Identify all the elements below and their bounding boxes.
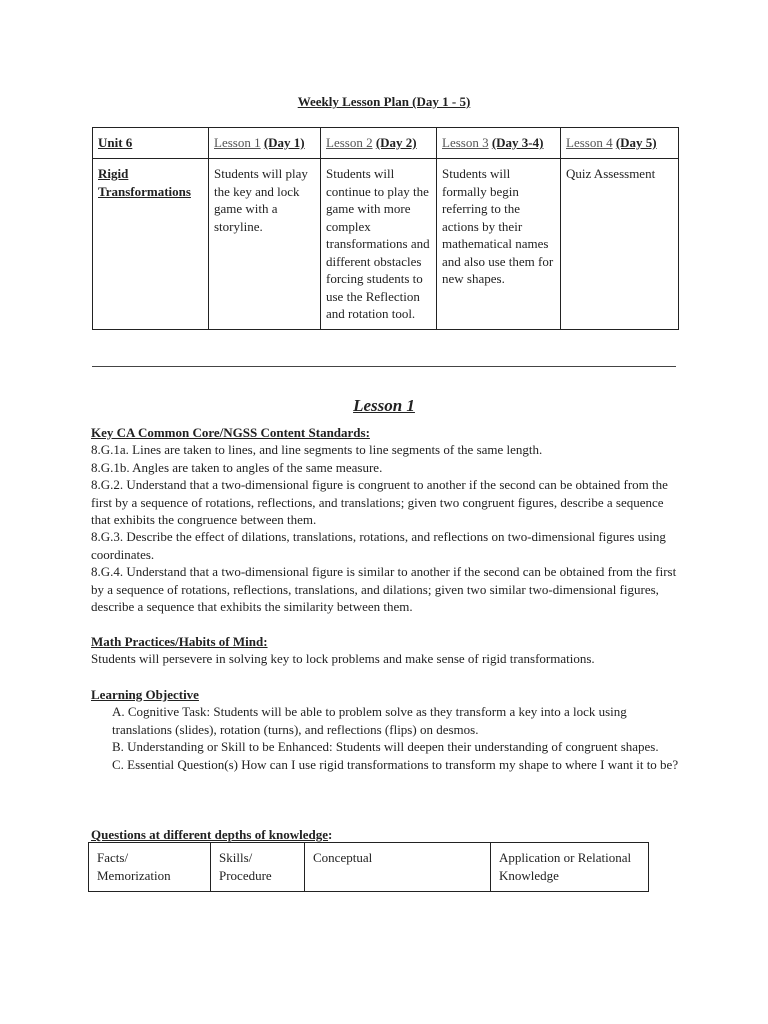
lesson-4-description: Quiz Assessment xyxy=(561,159,679,330)
lesson-2-description: Students will continue to play the game with more complex transformations and different obstacles forcing students to use the Reflection and rotation tool. xyxy=(321,159,437,330)
dok-skills-cell: Skills/ Procedure xyxy=(211,843,305,892)
dok-row xyxy=(89,843,649,892)
unit-name: Rigid Transformations xyxy=(93,159,209,330)
lesson-3-description: Students will formally begin referring to the actions by their mathematical names and also use them for new shapes. xyxy=(437,159,561,330)
standard-item: 8.G.4. Understand that a two-dimensional figure is similar to another if the second can be obtained from the first by a sequence of rotations, reflections, translations, and dilations; given two similar two-dimensional figures, describe a sequence that exhibits the similarity between them. xyxy=(91,564,677,615)
objective-heading: Learning Objective xyxy=(91,687,199,702)
objective-item: A. Cognitive Task: Students will be able to problem solve as they transform a key into a lock using translations (slides), rotation (turns), and reflections (flips) on desmos. xyxy=(112,704,627,737)
standard-item: 8.G.2. Understand that a two-dimensional figure is congruent to another if the second can be obtained from the first by a sequence of rotations, reflections, and translations; given two congruent figures, describe a sequence that exhibits the congruence between them. xyxy=(91,477,668,528)
lesson-heading: Lesson 1 xyxy=(353,396,415,415)
standards-section xyxy=(91,424,681,615)
dok-application-cell: Application or Relational Knowledge xyxy=(491,843,649,892)
lesson-1-day: (Day 1) xyxy=(263,135,305,150)
dok-heading-block xyxy=(91,826,681,843)
page-title: Weekly Lesson Plan (Day 1 - 5) xyxy=(297,94,471,109)
lesson-2-header xyxy=(321,128,437,159)
plan-body-row xyxy=(93,159,679,330)
lesson-3-link[interactable]: Lesson 3 xyxy=(442,135,489,150)
dok-heading-colon: : xyxy=(328,827,333,842)
standard-item: 8.G.1b. Angles are taken to angles of the same measure. xyxy=(91,459,383,475)
lesson-4-day: (Day 5) xyxy=(615,135,657,150)
standards-heading: Key CA Common Core/NGSS Content Standards: xyxy=(91,425,370,440)
lesson-4-header xyxy=(561,128,679,159)
standard-item: 8.G.3. Describe the effect of dilations, translations, rotations, and reflections on two-dimensional figures using coordinates. xyxy=(91,529,666,562)
practices-text: Students will persevere in solving key to lock problems and make sense of rigid transformations. xyxy=(91,651,595,667)
lesson-1-header xyxy=(209,128,321,159)
dok-heading: Questions at different depths of knowledge xyxy=(91,827,329,842)
dok-facts-cell: Facts/ Memorization xyxy=(89,843,211,892)
horizontal-divider xyxy=(92,366,676,367)
standard-item: 8.G.1a. Lines are taken to lines, and line segments to line segments of the same length. xyxy=(91,442,543,458)
dok-table xyxy=(88,842,649,892)
objective-item: B. Understanding or Skill to be Enhanced: Students will deepen their understanding of congruent shapes. xyxy=(112,739,659,755)
practices-heading: Math Practices/Habits of Mind: xyxy=(91,634,268,649)
weekly-plan-table xyxy=(92,127,679,330)
objective-section xyxy=(91,686,681,773)
plan-header-row xyxy=(93,128,679,159)
lesson-3-header xyxy=(437,128,561,159)
lesson-1-description: Students will play the key and lock game with a storyline. xyxy=(209,159,321,330)
lesson-1-link[interactable]: Lesson 1 xyxy=(214,135,261,150)
lesson-4-link[interactable]: Lesson 4 xyxy=(566,135,613,150)
unit-header: Unit 6 xyxy=(93,128,209,159)
objective-item: C. Essential Question(s) How can I use rigid transformations to transform my shape to where I want it to be? xyxy=(112,756,679,772)
lesson-2-day: (Day 2) xyxy=(375,135,417,150)
lesson-3-day: (Day 3-4) xyxy=(491,135,544,150)
practices-section xyxy=(91,633,681,668)
lesson-2-link[interactable]: Lesson 2 xyxy=(326,135,373,150)
dok-conceptual-cell: Conceptual xyxy=(305,843,491,892)
